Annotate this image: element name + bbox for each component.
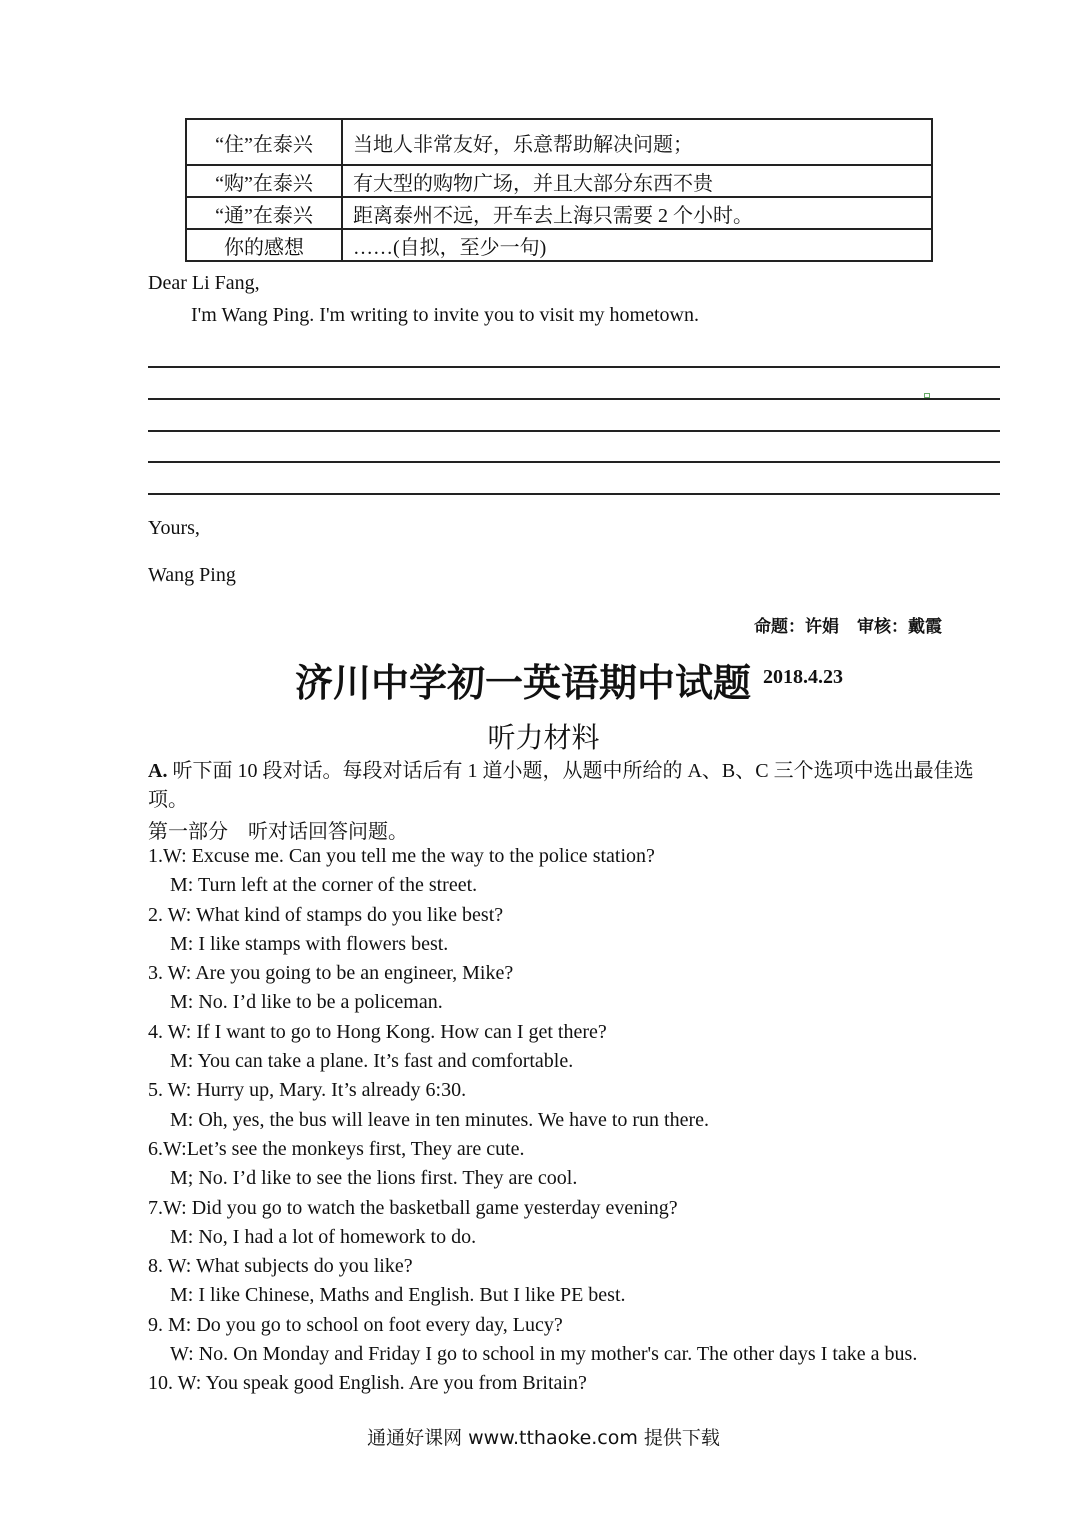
hometown-info-table (185, 118, 933, 262)
dialog-line: M: No. I’d like to be a policeman. (170, 991, 443, 1014)
table-key-cell: “住”在泰兴 (186, 119, 342, 165)
dialog-line: 6.W:Let’s see the monkeys first, They are cute. (148, 1137, 525, 1160)
table-row (186, 119, 932, 165)
writing-line (148, 461, 1000, 463)
dialog-line: 7.W: Did you go to watch the basketball game yesterday evening? (148, 1196, 678, 1219)
exam-title: 济川中学初一英语期中试题 (295, 661, 752, 705)
dialog-line: W: No. On Monday and Friday I go to school in my mother's car. The other days I take a bus. (170, 1343, 918, 1366)
exam-subtitle: 听力材料 (487, 721, 600, 754)
writing-line (148, 366, 1000, 368)
dialog-line: 3. W: Are you going to be an engineer, Mike? (148, 962, 514, 985)
exam-credit (754, 612, 960, 637)
letter-signature: Wang Ping (148, 564, 236, 586)
stray-mark (924, 393, 930, 398)
dialog-line: 10. W: You speak good English. Are you from Britain? (148, 1372, 587, 1395)
dialog-line: M: I like Chinese, Maths and English. But I like PE best. (170, 1284, 626, 1307)
dialog-line: 5. W: Hurry up, Mary. It’s already 6:30. (148, 1079, 467, 1102)
letter-opening: I'm Wang Ping. I'm writing to invite you to visit my hometown. (191, 304, 699, 326)
writing-line (148, 430, 1000, 432)
table-value-cell: 距离泰州不远，开车去上海只需要 2 个小时。 (342, 197, 932, 229)
letter-closing: Yours, (148, 517, 200, 539)
exam-reviewer: 审核：戴霞 (857, 617, 942, 637)
instruction-text: 听下面 10 段对话。每段对话后有 1 道小题，从题中所给的 A、B、C 三个选项中选出最佳选项。 (148, 760, 974, 811)
letter-greeting: Dear Li Fang, (148, 272, 260, 294)
exam-author: 命题：许娟 (754, 617, 839, 637)
section-label: A. (148, 760, 168, 782)
dialog-line: M: Oh, yes, the bus will leave in ten minutes. We have to run there. (170, 1108, 710, 1131)
table-row (186, 165, 932, 197)
dialog-line: M: No, I had a lot of homework to do. (170, 1225, 477, 1248)
table-value-cell: 有大型的购物广场，并且大部分东西不贵 (342, 165, 932, 197)
table-row (186, 229, 932, 261)
dialog-line: 1.W: Excuse me. Can you tell me the way to the police station? (148, 845, 655, 867)
writing-line (148, 493, 1000, 495)
dialog-list (148, 842, 1028, 1399)
writing-line (148, 398, 1000, 400)
dialog-line: 2. W: What kind of stamps do you like best? (148, 903, 504, 926)
table-row (186, 197, 932, 229)
exam-date: 2018.4.23 (763, 666, 843, 688)
dialog-line: M; No. I’d like to see the lions first. They are cool. (170, 1167, 578, 1190)
dialog-line: M: Turn left at the corner of the street. (170, 874, 478, 897)
dialog-line: 9. M: Do you go to school on foot every day, Lucy? (148, 1313, 563, 1336)
part-heading: 第一部分 听对话回答问题。 (148, 821, 408, 843)
dialog-line: M: You can take a plane. It’s fast and comfortable. (170, 1050, 574, 1073)
table-key-cell: 你的感想 (186, 229, 342, 261)
dialog-line: 4. W: If I want to go to Hong Kong. How can I get there? (148, 1020, 607, 1043)
table-value-cell: 当地人非常友好，乐意帮助解决问题； (342, 119, 932, 165)
table-key-cell: “通”在泰兴 (186, 197, 342, 229)
table-value-cell: ……(自拟，至少一句) (342, 229, 932, 261)
dialog-line: 8. W: What subjects do you like? (148, 1255, 413, 1278)
table-key-cell: “购”在泰兴 (186, 165, 342, 197)
dialog-line: M: I like stamps with flowers best. (170, 932, 449, 955)
section-instruction (148, 757, 1000, 815)
page-footer: 通通好课网 www.tthaoke.com 提供下载 (367, 1427, 720, 1449)
